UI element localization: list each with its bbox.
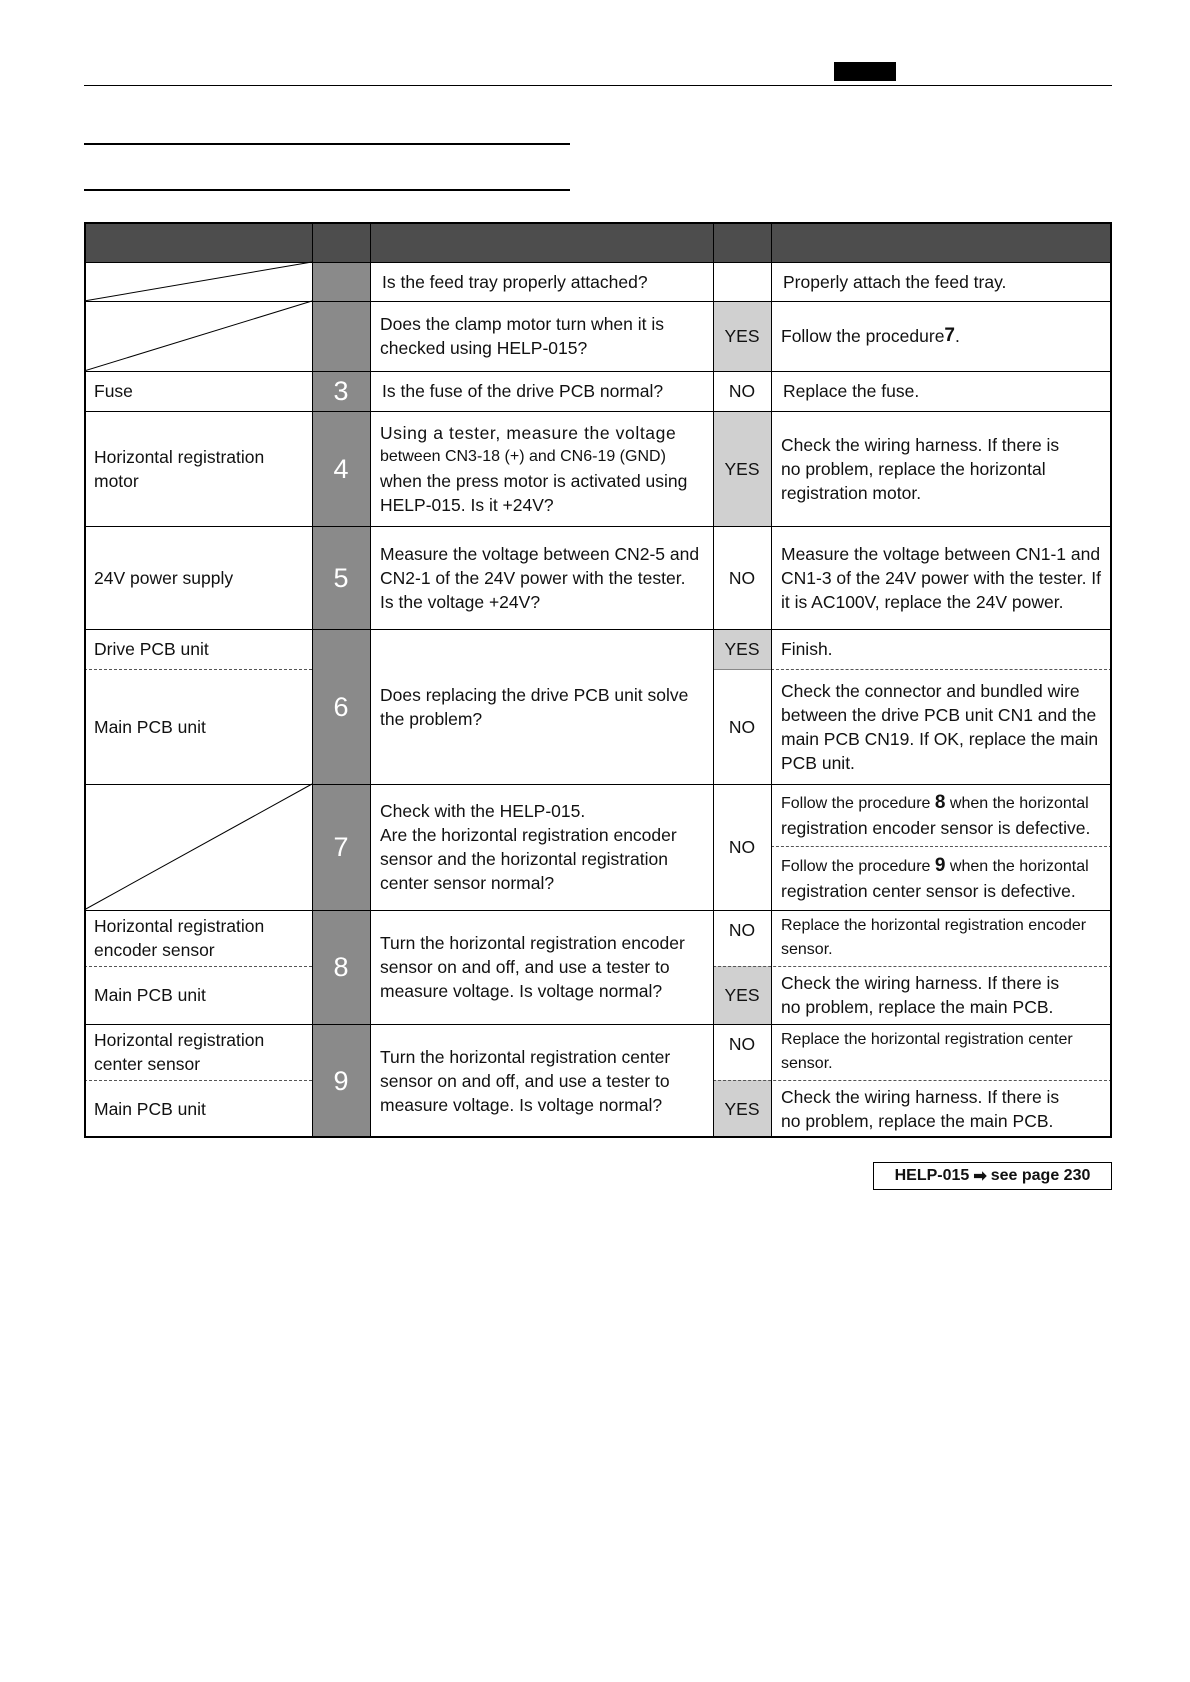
action-cell: Replace the horizontal registration center sensor. <box>781 1031 1073 1072</box>
row-line <box>84 629 1112 630</box>
diagonal-stroke <box>84 784 312 910</box>
subrow-divider <box>771 669 1112 670</box>
answer-cell: NO <box>728 567 756 588</box>
subrow-divider <box>84 1080 312 1081</box>
question-cell: Does the clamp motor turn when it is checked using HELP-015? <box>380 314 665 358</box>
subrow-divider <box>713 966 1112 967</box>
row-line <box>84 526 1112 527</box>
empty-cell-diagonals <box>84 222 1112 1138</box>
answer-cell: YES <box>713 301 771 371</box>
row-line <box>84 301 1112 302</box>
row-line <box>84 371 1112 372</box>
answer-cell: NO <box>728 837 756 857</box>
diagonal-stroke <box>84 301 312 371</box>
action-cell: Follow the procedure 8 when the horizontal registration encoder sensor is defective. <box>781 792 1091 838</box>
step-number: 7 <box>333 832 349 862</box>
answer-cell: YES <box>713 966 771 1024</box>
row-line <box>84 1024 1112 1025</box>
row-line <box>84 784 1112 785</box>
reference-page: see page 230 <box>990 1167 1091 1184</box>
action-cell: Measure the voltage between CN1-1 and CN1-3 of the 24V power with the tester. If it is AC100V, replace the 24V power. <box>781 543 1102 612</box>
answer-cell: NO <box>728 716 756 737</box>
question-cell: Is the fuse of the drive PCB normal? <box>382 381 664 401</box>
question-cell: Turn the horizontal registration center sensor on and off, and use a tester to measure voltage. Is voltage normal? <box>380 1047 671 1115</box>
answer-cell: YES <box>713 1080 771 1138</box>
troubleshooting-table <box>84 222 1112 1138</box>
column-line <box>713 222 714 1138</box>
header-rule <box>84 85 1112 86</box>
action-cell: Replace the horizontal registration encoder sensor. <box>781 917 1087 958</box>
answer-cell: NO <box>728 920 756 940</box>
action-cell: Finish. <box>781 639 833 659</box>
answer-cell: YES <box>713 629 771 669</box>
answer-cell: YES <box>713 411 771 526</box>
action-cell: Replace the fuse. <box>783 381 920 401</box>
question-cell: Does replacing the drive PCB unit solve the problem? <box>380 684 689 729</box>
step-number: 5 <box>333 562 349 593</box>
subrow-divider <box>713 1080 1112 1081</box>
arrow-right-icon: ➡ <box>973 1168 987 1185</box>
cause-cell: Horizontal registration encoder sensor <box>94 916 265 960</box>
cause-cell: Horizontal registration center sensor <box>94 1030 265 1074</box>
row-line <box>84 262 1112 263</box>
answer-cell: NO <box>728 381 756 401</box>
cause-cell: 24V power supply <box>94 567 234 588</box>
action-cell: Properly attach the feed tray. <box>783 271 1007 292</box>
column-line <box>312 222 313 1138</box>
reference-label: HELP-015 <box>894 1167 970 1184</box>
column-line <box>370 222 371 1138</box>
question-cell: Turn the horizontal registration encoder sensor on and off, and use a tester to measure voltage. Is voltage normal? <box>380 933 685 1001</box>
cause-cell: Main PCB unit <box>94 985 206 1005</box>
question-cell: Using a tester, measure the voltage between CN3-18 (+) and CN6-19 (GND) when the press motor is activated using HELP-015. Is it +24V? <box>380 422 688 515</box>
question-cell: Check with the HELP-015. Are the horizontal registration encoder sensor and the horizontal registration center sensor normal? <box>380 801 677 893</box>
title-rule-2 <box>84 189 570 191</box>
row-line <box>84 910 1112 911</box>
page-reference-box <box>873 1162 1112 1190</box>
cause-cell: Drive PCB unit <box>94 639 209 659</box>
step-number: 8 <box>333 952 349 982</box>
cause-cell: Horizontal registration motor <box>94 446 265 491</box>
subrow-divider <box>713 669 771 670</box>
subrow-divider <box>84 966 312 967</box>
step-number: 9 <box>333 1066 349 1096</box>
action-cell: Check the wiring harness. If there is no problem, replace the horizontal registration motor. <box>781 434 1060 503</box>
column-line <box>771 222 772 1138</box>
question-cell: Measure the voltage between CN2-5 and CN2-1 of the 24V power with the tester. Is the voltage +24V? <box>380 543 700 612</box>
row-line <box>84 411 1112 412</box>
title-rule-1 <box>84 143 570 145</box>
cause-cell: Main PCB unit <box>94 1099 206 1119</box>
answer-cell: NO <box>728 1034 756 1054</box>
subrow-divider <box>771 846 1112 847</box>
question-cell: Is the feed tray properly attached? <box>382 271 648 292</box>
action-cell: Check the wiring harness. If there is no problem, replace the main PCB. <box>781 973 1060 1017</box>
cause-cell: Main PCB unit <box>94 716 206 737</box>
header-page-marker <box>834 62 896 81</box>
step-number: 6 <box>333 691 349 722</box>
subrow-divider <box>84 669 312 670</box>
action-cell: Check the wiring harness. If there is no problem, replace the main PCB. <box>781 1087 1060 1131</box>
step-number: 4 <box>333 453 349 484</box>
step-number: 3 <box>333 376 349 406</box>
action-cell: Check the connector and bundled wire between the drive PCB unit CN1 and the main PCB CN19. If OK, replace the main PCB unit. <box>781 680 1099 773</box>
cause-cell: Fuse <box>94 381 133 401</box>
action-cell: Follow the procedure 7 . <box>781 325 960 346</box>
action-cell: Follow the procedure 9 when the horizontal registration center sensor is defective. <box>781 855 1089 901</box>
diagonal-stroke <box>84 262 312 301</box>
